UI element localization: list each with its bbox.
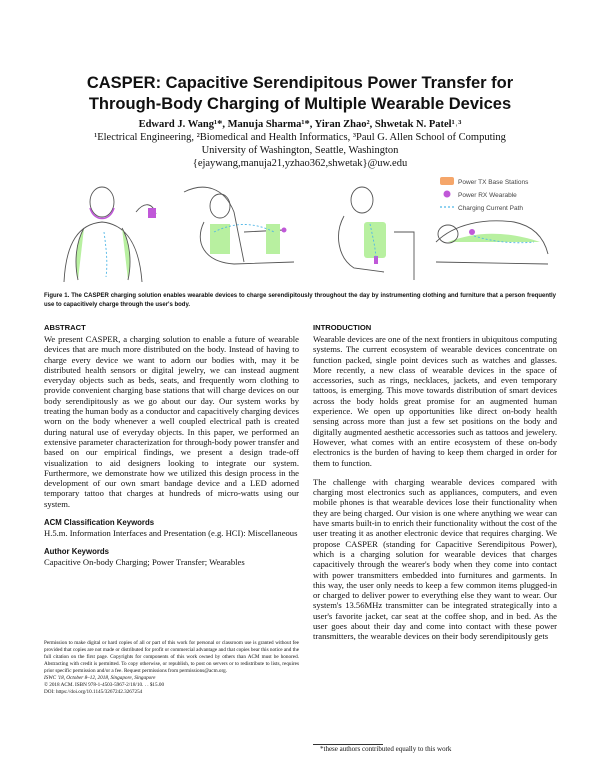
introduction-heading: INTRODUCTION — [313, 323, 372, 332]
abstract-heading: ABSTRACT — [44, 323, 86, 332]
legend-path-label: Charging Current Path — [458, 205, 524, 212]
abstract-text: We present CASPER, a charging solution to enable a future of wearable devices that are much more distributed on the body. Instead of having to charge every device we want to adorn our bodies with, may it be distributed health sensors or digital jewelry, we can instead augment everyday objects such as beds, seats, and frequently worn clothing to provide convenient charging base stations that will charge devices on our body serendipitously as we go about our day. Our system works by treating the human body as a conductor and capacitively charging devices worn on the body whenever a well coupled electrical path is created during natural use of everyday objects. In this paper, we performed an extensive parameter characterization for through-body power transfer and based on our empirical findings, we present a design trade-off visualization to aid designers looking to integrate our system. Furthermore, we demonstrate how we utilized this design process in the development of our own smart bandage device and a LED adorned temporary tattoo that charges at hundreds of micro-watts using our system. — [44, 334, 299, 509]
current-path-1 — [104, 232, 107, 277]
caption-label: Figure 1. — [44, 293, 70, 299]
panel-car-seat — [184, 187, 294, 264]
figure-1 — [44, 172, 556, 284]
permission-block — [44, 640, 299, 696]
panel-jacket — [64, 187, 156, 282]
title-line-1: CASPER: Capacitive Serendipitous Power Transfer for — [86, 74, 514, 92]
wrist-rx — [148, 208, 156, 218]
affiliations-line-1: ¹Electrical Engineering, ²Biomedical and Health Informatics, ³Paul G. Allen School of Computing — [94, 132, 506, 143]
acm-classification-text: H.5.m. Information Interfaces and Presentation (e.g. HCI): Miscellaneous — [44, 528, 298, 539]
head-outline-3 — [351, 187, 373, 213]
figure-legend — [440, 177, 529, 212]
affiliations-line-2: University of Washington, Seattle, Washington — [201, 145, 399, 156]
mattress-line — [436, 262, 548, 264]
head-outline-4 — [438, 225, 458, 243]
left-column — [44, 323, 299, 577]
author-keywords-heading: Author Keywords — [44, 547, 109, 557]
author-keywords-text: Capacitive On-body Charging; Power Transfer; Wearables — [44, 557, 245, 568]
legend-rx-label: Power RX Wearable — [458, 192, 517, 199]
author-names: Edward J. Wang¹*, Manuja Sharma¹*, Yiran Zhao², Shwetak N. Patel¹˒³ — [138, 119, 462, 130]
chest-rx — [469, 229, 475, 235]
title-line-2: Through-Body Charging of Multiple Wearable Devices — [88, 95, 512, 113]
legend-tx-swatch — [440, 177, 454, 185]
panel-bed — [436, 221, 548, 264]
acm-classification-heading: ACM Classification Keywords — [44, 518, 155, 528]
right-column — [313, 323, 557, 651]
author-block — [40, 118, 560, 170]
conference-info: ISWC '18, October 8–12, 2018, Singapore, Singapore — [44, 675, 156, 681]
author-emails: {ejaywang,manuja21,yzhao362,shwetak}@uw.edu — [192, 158, 408, 169]
jacket-left — [76, 228, 84, 280]
introduction-para-2: The challenge with charging wearable devices compared with charging most electronics such as appliances, computers, and even mobile phones is that wearable devices lose their functionality when they are being charged. Our vision is one where anything we wear can have smarts built-in to enrich their functionality without the cost of the user treating it as another electronic device that requires charging. We propose CASPER (standing for Capacitive Serendipitous Power), which is a charging solution for wearable devices that charges capacitively through the wearer's body when they come into contact with power transmitters embedded into furnitures and garments. In this way, the user only needs to keep a few common items plugged-in or charged to deliver power to everything else they want to wear. Our system's 13.56MHz transmitter can be integrated strategically into a user's favorite jacket, car seat at the coffee shop, and in bed. As the user goes about their day and come into contact with these power transmitters, the wearable devices on their body serendipitously gets — [313, 476, 557, 642]
seat-tx — [210, 224, 230, 254]
permission-text: Permission to make digital or hard copies of all or part of this work for personal or classroom use is granted without fee provided that copies are not made or distributed for profit or commercial advantage and that copies bear this notice and the full citation on the first page. Copyrights for components of this work owned by others than ACM must be honored. Abstracting with credit is permitted. To copy otherwise, or republish, to post on servers or to redistribute to lists, requires prior specific permission and/or a fee. Request permissions from permissions@acm.org. — [44, 640, 299, 674]
legend-rx-swatch — [444, 191, 451, 198]
footnote: *these authors contributed equally to this work — [320, 745, 452, 753]
jacket-right — [122, 228, 130, 280]
panel-desk — [339, 187, 414, 280]
ring-rx — [282, 228, 287, 233]
caption-text: The CASPER charging solution enables wearable devices to charge serendipitously throughout the day by instrumenting clothing and furniture that a person frequently use to capacitively charge through the user's body. — [44, 293, 556, 308]
paper-title — [40, 73, 560, 115]
copyright-info: © 2018 ACM. ISBN 978-1-4503-5967-2/18/10. . . $15.00 — [44, 682, 165, 688]
legend-tx-label: Power TX Base Stations — [458, 179, 529, 186]
head-outline-2 — [210, 194, 230, 218]
figure-illustration — [44, 172, 556, 284]
introduction-para-1: Wearable devices are one of the next frontiers in ubiquitous computing systems. The current ecosystem of wearable devices concentrate on function packed, single point devices such as watches and glasses. More recently, a new class of wearable devices in the space of accessories, such as rings, necklaces, jackets, and even temporary tattoos, is emerging. This move towards distribution of smart devices across the body holds great promise for an augmented human experience. We open up opportunities like direct on-body health sensing across more than just a few set positions on the body and digitally augmented aesthetic accessories such as tattoos and jewelery. However, what comes with an entire ecosystem of these on-body electronics is the burden of having to keep them charged in order for them to function. — [313, 334, 557, 468]
chair-tx — [364, 222, 386, 258]
head-outline — [90, 187, 114, 217]
steering-tx — [266, 224, 280, 254]
doi-info: DOI: https://doi.org/10.1145/3267242.3267254 — [44, 689, 143, 695]
figure-caption — [44, 292, 556, 309]
desk-outline — [394, 232, 414, 280]
torso-outline — [64, 222, 142, 282]
